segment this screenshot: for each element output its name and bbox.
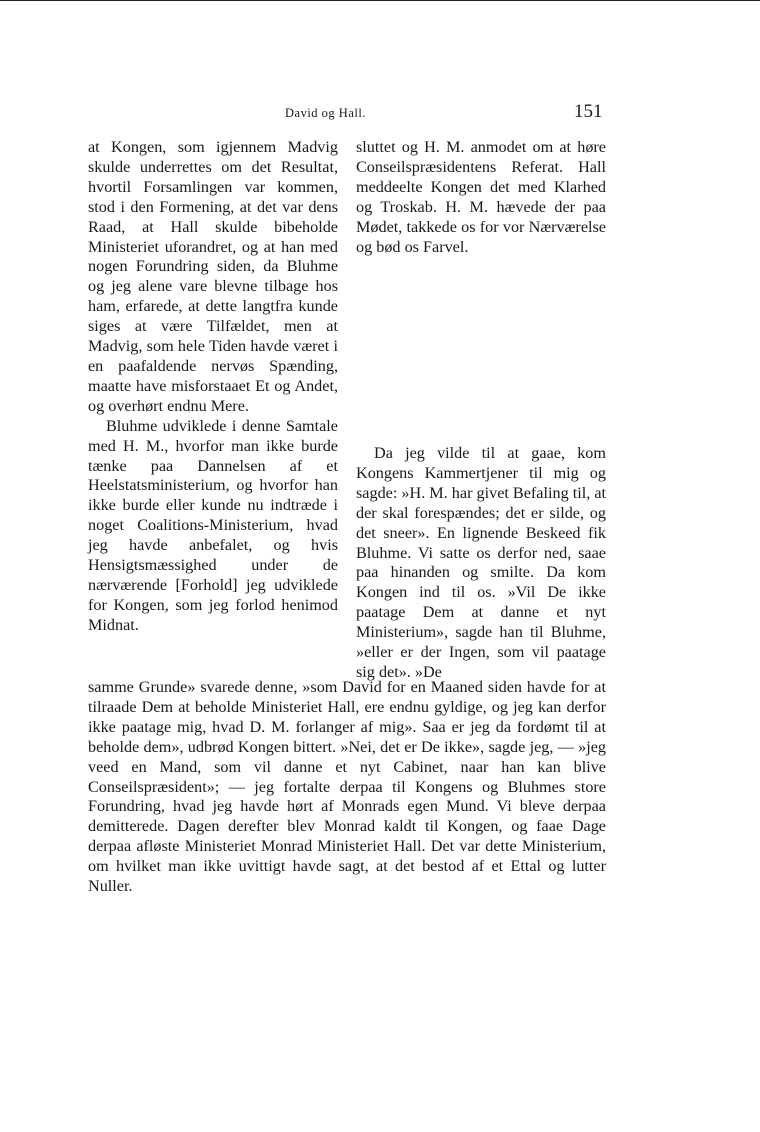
running-head: David og Hall. [285, 106, 366, 120]
left-paragraph-1: at Kongen, som igjennem Madvig skulde underrettes om det Resultat, hvortil Forsamlingen var kommen, stod i den Formening, at det var dens Raad, at Hall skulde bibeholde Ministeriet uforandret, og at han med nogen Forundring siden, da Bluhme og jeg alene vare blevne tilbage hos ham, erfarede, at dette langtfra kunde siges at være Tilfældet, men at Madvig, som hele Tiden havde været i en paafaldende nervøs Spænding, maatte have misforstaaet Et og Andet, og overhørt endnu Mere. [88, 138, 338, 415]
page-number: 151 [574, 101, 603, 122]
full-width-text [88, 678, 606, 897]
right-paragraph-2: Da jeg vilde til at gaae, kom Kongens Kammertjener til mig og sagde: »H. M. har givet Befaling til, at der skal forespændes; det er silde, og det sneer». En lignende Beskeed fik Bluhme. Vi satte os derfor ned, saae paa hinanden og smilte. Da kom Kongen ind til os. »Vil De ikke paatage Dem at danne et nyt Ministerium», sagde han til Bluhme, »eller er der Ingen, som vil paatage sig det». »De [356, 444, 606, 681]
right-paragraph-1: sluttet og H. M. anmodet om at høre Conseilspræsidentens Referat. Hall meddeelte Kongen det med Klarhed og Troskab. H. M. hævede der paa Mødet, takkede os for vor Nærværelse og bød os Farvel. [356, 138, 606, 256]
right-column-top [356, 138, 606, 257]
left-column [88, 138, 338, 636]
full-width-paragraph: samme Grunde» svarede denne, »som David for en Maaned siden havde for at tilraade Dem at beholde Ministeriet Hall, ere endnu gyldige, og jeg kan derfor ikke paatage mig, hvad D. M. forlanger af mig». Saa er jeg da fordømt til at beholde dem», udbrød Kongen bittert. »Nei, det er De ikke», sagde jeg, — »jeg veed en Mand, som vil danne et nyt Cabinet, naar han kan blive Conseilspræsident»; — jeg fortalte derpaa til Kongens og Bluhmes store Forundring, hvad jeg havde hørt af Monrads egen Mund. Vi bleve derpaa demitterede. Dagen derefter blev Monrad kaldt til Kongen, og faae Dage derpaa afløste Ministeriet Monrad Ministeriet Hall. Det var dette Ministerium, om hvilket man ikke uvittigt havde sagt, at det bestod af et Ettal og lutter Nuller. [88, 678, 606, 896]
right-column-bottom [356, 444, 606, 683]
left-paragraph-2: Bluhme udviklede i denne Samtale med H. M., hvorfor man ikke burde tænke paa Dannelsen af et Heelstatsministerium, og hvorfor han ikke burde eller kunde nu indtræde i noget Coalitions-Ministerium, hvad jeg havde anbefalet, og hvis Hensigtsmæssighed under de nærværende [Forhold] jeg udviklede for Kongen, som jeg forlod henimod Midnat. [88, 416, 338, 634]
top-border-line [0, 0, 760, 1]
